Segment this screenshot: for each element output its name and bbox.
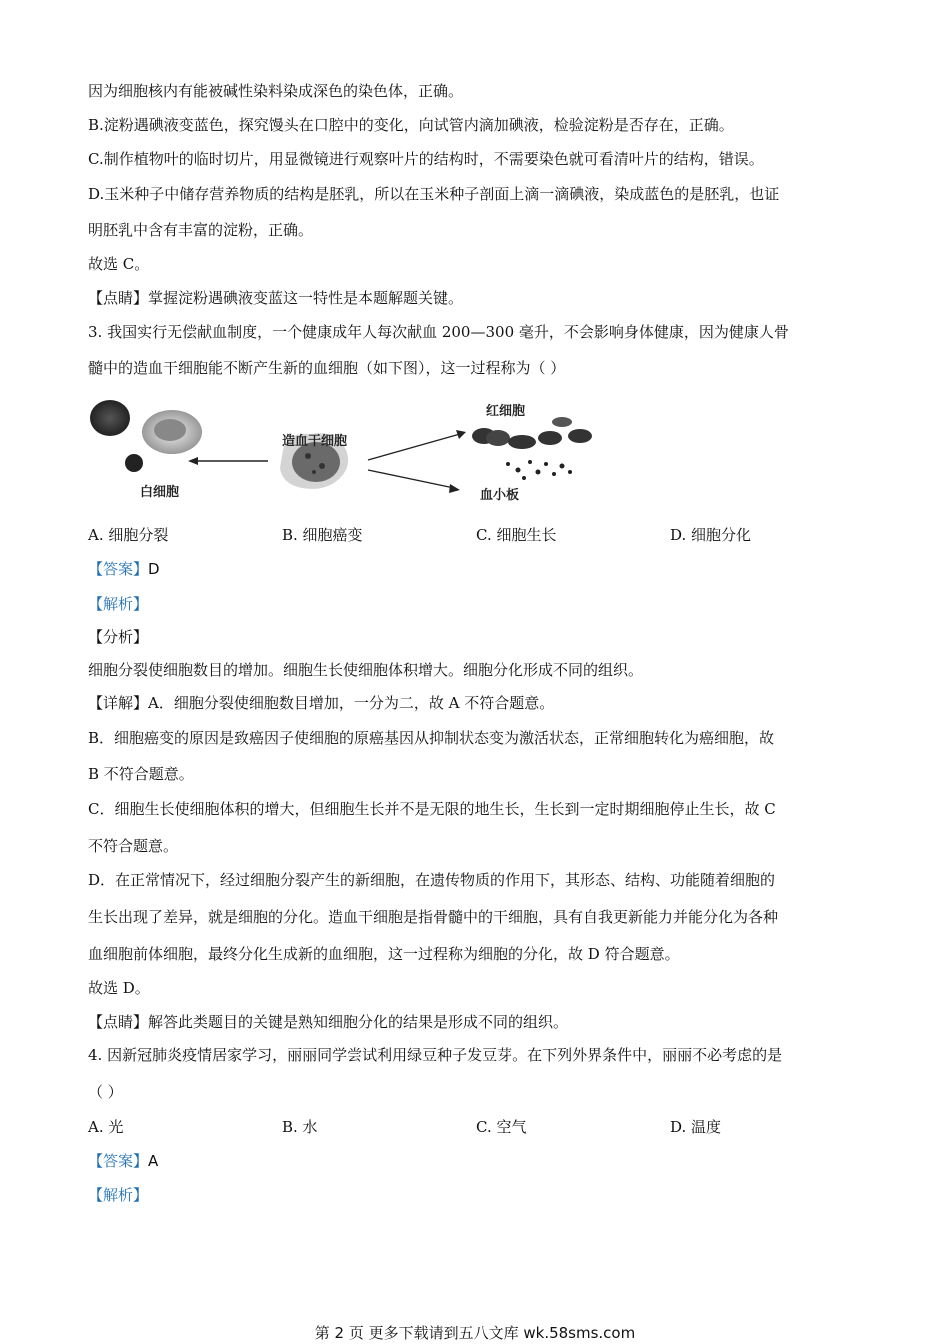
text-line: 【点睛】掌握淀粉遇碘液变蓝这一特性是本题解题关键。 bbox=[88, 289, 464, 307]
arrow-head-down bbox=[449, 484, 460, 493]
platelet bbox=[552, 472, 556, 476]
text-line: C.制作植物叶的临时切片，用显微镜进行观察叶片的结构时，不需要染色就可看清叶片的结构，错误。 bbox=[88, 150, 764, 168]
white-cell-nucleus bbox=[154, 419, 186, 441]
q4-explain-label: 【解析】 bbox=[88, 1186, 149, 1204]
question-4-stem-cont: （ ） bbox=[88, 1083, 123, 1101]
q3-explain-label: 【解析】 bbox=[88, 595, 149, 613]
text-line: 细胞分裂使细胞数目的增加。细胞生长使细胞体积增大。细胞分化形成不同的组织。 bbox=[88, 661, 644, 679]
q3-option-b[interactable]: B. 细胞癌变 bbox=[282, 526, 363, 544]
white-cell-small bbox=[125, 454, 143, 472]
platelet bbox=[522, 476, 526, 480]
text-line: 故选 D。 bbox=[88, 979, 150, 997]
text-line: 【详解】A．细胞分裂使细胞数目增加，一分为二，故 A 不符合题意。 bbox=[88, 694, 555, 712]
question-3-stem: 3. 我国实行无偿献血制度，一个健康成年人每次献血 200—300 毫升，不会影响身体健康，因为健康人骨 bbox=[88, 323, 789, 341]
q3-option-d[interactable]: D. 细胞分化 bbox=[670, 526, 752, 544]
text-line: B．细胞癌变的原因是致癌因子使细胞的原癌基因从抑制状态变为激活状态，正常细胞转化为癌细胞，故 bbox=[88, 729, 775, 747]
text-line: 不符合题意。 bbox=[88, 837, 179, 855]
q4-option-a[interactable]: A. 光 bbox=[88, 1118, 124, 1136]
arrow-head-left bbox=[188, 457, 198, 465]
platelet bbox=[544, 462, 548, 466]
arrow-to-platelets bbox=[368, 470, 454, 488]
text-line: 因为细胞核内有能被碱性染料染成深色的染色体，正确。 bbox=[88, 82, 464, 100]
text-line: 【分析】 bbox=[88, 628, 149, 646]
text-line: 血细胞前体细胞，最终分化生成新的血细胞，这一过程称为细胞的分化，故 D 符合题意。 bbox=[88, 945, 680, 963]
answer-label: 【答案】 bbox=[88, 560, 149, 578]
q3-answer bbox=[88, 559, 160, 579]
q4-answer bbox=[88, 1151, 158, 1171]
q4-option-c[interactable]: C. 空气 bbox=[476, 1118, 527, 1136]
q4-option-b[interactable]: B. 水 bbox=[282, 1118, 318, 1136]
q3-option-a[interactable]: A. 细胞分裂 bbox=[88, 526, 169, 544]
red-cell bbox=[568, 429, 592, 443]
text-line: C．细胞生长使细胞体积的增大，但细胞生长并不是无限的地生长，生长到一定时期细胞停止生长，故 C bbox=[88, 800, 776, 818]
answer-value: A bbox=[148, 1152, 159, 1170]
platelet bbox=[560, 464, 565, 469]
q3-option-c[interactable]: C. 细胞生长 bbox=[476, 526, 557, 544]
label-red-cell: 红细胞 bbox=[486, 404, 526, 419]
red-cell bbox=[538, 431, 562, 445]
red-cell bbox=[552, 417, 572, 427]
platelet bbox=[568, 470, 572, 474]
text-line: B.淀粉遇碘液变蓝色，探究馒头在口腔中的变化，向试管内滴加碘液，检验淀粉是否存在，正确。 bbox=[88, 116, 734, 134]
page-footer: 第 2 页 更多下载请到五八文库 wk.58sms.com bbox=[314, 1324, 636, 1342]
label-platelet: 血小板 bbox=[480, 488, 520, 503]
arrow-head-up bbox=[456, 430, 466, 439]
platelet bbox=[506, 462, 510, 466]
answer-label: 【答案】 bbox=[88, 1152, 149, 1170]
platelet bbox=[516, 468, 521, 473]
text-line: 【点睛】解答此类题目的关键是熟知细胞分化的结果是形成不同的组织。 bbox=[88, 1013, 569, 1031]
red-cell bbox=[486, 430, 510, 446]
arrow-to-red-cells bbox=[368, 434, 460, 460]
q4-option-d[interactable]: D. 温度 bbox=[670, 1118, 722, 1136]
label-stem-cell: 造血干细胞 bbox=[282, 434, 348, 449]
red-cell bbox=[508, 435, 536, 449]
platelet bbox=[528, 460, 532, 464]
label-white-cell: 白细胞 bbox=[140, 485, 180, 500]
text-line: B 不符合题意。 bbox=[88, 765, 194, 783]
text-line: 生长出现了差异，就是细胞的分化。造血干细胞是指骨髓中的干细胞，具有自我更新能力并能分化为各种 bbox=[88, 908, 779, 926]
question-3-stem-cont: 髓中的造血干细胞能不断产生新的血细胞（如下图），这一过程称为（ ） bbox=[88, 359, 566, 377]
answer-value: D bbox=[148, 560, 160, 578]
text-line: 故选 C。 bbox=[88, 255, 150, 273]
blood-cell-diagram bbox=[88, 392, 608, 510]
text-line: 明胚乳中含有丰富的淀粉，正确。 bbox=[88, 221, 314, 239]
question-4-stem: 4. 因新冠肺炎疫情居家学习，丽丽同学尝试利用绿豆种子发豆芽。在下列外界条件中，丽丽不必考虑的是 bbox=[88, 1046, 783, 1064]
text-line: D.玉米种子中储存营养物质的结构是胚乳，所以在玉米种子剖面上滴一滴碘液，染成蓝色的是胚乳，也证 bbox=[88, 185, 780, 203]
platelet bbox=[536, 470, 541, 475]
text-line: D．在正常情况下，经过细胞分裂产生的新细胞，在遗传物质的作用下，其形态、结构、功能随着细胞的 bbox=[88, 871, 776, 889]
white-cell-large bbox=[90, 400, 130, 436]
